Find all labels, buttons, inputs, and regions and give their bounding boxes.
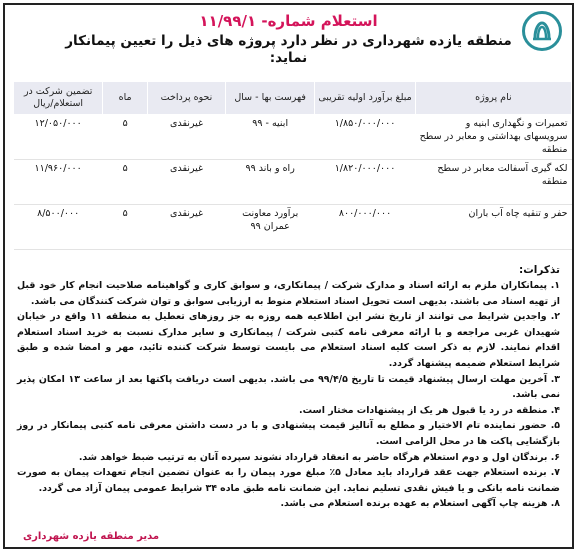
column-header-months: ماه — [103, 82, 148, 115]
project-payment: غیرنقدی — [147, 205, 225, 250]
projects-table — [13, 81, 572, 250]
table-row — [14, 115, 572, 160]
column-header-guarantee: تضمین شرکت در استعلام/ریال — [14, 82, 103, 115]
notes-list — [17, 278, 560, 512]
project-guarantee: ۸/۵۰۰/۰۰۰ — [14, 205, 103, 250]
note-item: ۵. حضور نماینده تام الاختیار و مطلع به آنالیز قیمت پیشنهادی و با در دست داشتن معرفی نامه کتبی پیمانکار در روز بازگشایی پاکت ها در محل الزامی است. — [17, 420, 560, 447]
table-header-row — [14, 82, 572, 115]
notes-heading: تذکرات: — [519, 264, 560, 276]
project-months: ۵ — [103, 205, 148, 250]
project-guarantee: ۱۱/۹۶۰/۰۰۰ — [14, 160, 103, 205]
note-item: ۷. برنده استعلام جهت عقد قرارداد باید معادل ۵٪ مبلغ مورد پیمان را به عنوان تضمین انجام تعهدات پیمان به صورت ضمانت نامه بانکی و یا فیش نقدی تسلیم نماید. این ضمانت نامه طبق ماده ۳۴ شرایط عمومی پیمان آزاد می گردد. — [17, 467, 560, 494]
note-item: ۸. هزینه چاپ آگهی استعلام به عهده برنده استعلام می باشد. — [280, 498, 560, 510]
project-estimate: ۸۰۰/۰۰۰/۰۰۰ — [315, 205, 415, 250]
inquiry-subtitle: منطقه یازده شهرداری در نظر دارد پروژه های ذیل را تعیین پیمانکار نماید: — [65, 33, 512, 66]
project-estimate: ۱/۸۲۰/۰۰۰/۰۰۰ — [315, 160, 415, 205]
column-header-payment: نحوه پرداخت — [147, 82, 225, 115]
table-row — [14, 160, 572, 205]
note-item: ۲. واجدین شرایط می توانند از تاریخ نشر این اطلاعیه همه روزه به جز روزهای تعطیل به منطقه ۱۱ واقع در خیابان شهیدان غربی مراجعه و با ارائه معرفی نامه کتبی شرکت / پیمانکاری و سایر مدارک نسبت به خرید اسناد استعلام اقدام نمایند. لازم به ذکر است کلیه اسناد استعلام می بایست توسط شرکت کننده تائید، مهر و امضا شده و طبق شرایط استعلام ضمیمه پیشنهاد گردد. — [17, 311, 560, 369]
project-months: ۵ — [103, 160, 148, 205]
note-item: ۴. منطقه در رد یا قبول هر یک از پیشنهادات مختار است. — [299, 404, 560, 416]
column-header-name: نام پروژه — [415, 82, 571, 115]
project-name: تعمیرات و نگهداری ابنیه و سرویسهای بهداشتی و معابر در سطح منطقه — [415, 115, 571, 160]
note-item: ۱. پیمانکاران ملزم به ارائه اسناد و مدارک شرکت / پیمانکاری، و سوابق کاری و گواهینامه صلاحیت انجام کار خود قبل از تهیه اسناد می باشند. بدیهی است تحویل اسناد استعلام منوط به ارزیابی سوابق و توان شرکت کنندگان می باشد. — [17, 280, 560, 307]
project-name: لکه گیری آسفالت معابر در سطح منطقه — [415, 160, 571, 205]
project-payment: غیرنقدی — [147, 115, 225, 160]
project-name: حفر و تنقیه چاه آب باران — [415, 205, 571, 250]
note-item: ۳. آخرین مهلت ارسال پیشنهاد قیمت تا تاریخ ۹۹/۴/۵ می باشد. بدیهی است دریافت پاکتها بعد از ساعت ۱۳ امکان پذیر نمی باشد. — [17, 373, 560, 401]
note-item: ۶. برندگان اول و دوم استعلام هرگاه حاضر به انعقاد قرارداد نشوند سپرده آنان به ترتیب ضبط خواهد شد. — [78, 451, 560, 463]
table-row — [14, 205, 572, 250]
column-header-price-list: فهرست بها - سال — [226, 82, 315, 115]
municipality-logo-icon — [522, 11, 562, 51]
project-months: ۵ — [103, 115, 148, 160]
project-estimate: ۱/۸۵۰/۰۰۰/۰۰۰ — [315, 115, 415, 160]
project-price-list: برآورد معاونت عمران ۹۹ — [226, 205, 315, 250]
project-payment: غیرنقدی — [147, 160, 225, 205]
project-guarantee: ۱۲/۰۵۰/۰۰۰ — [14, 115, 103, 160]
column-header-estimate: مبلغ برآورد اولیه تقریبی — [315, 82, 415, 115]
project-price-list: راه و باند ۹۹ — [226, 160, 315, 205]
signature: مدیر منطقه یازده شهرداری — [23, 531, 160, 542]
project-price-list: ابنیه - ۹۹ — [226, 115, 315, 160]
inquiry-title: استعلام شماره- ۱۱/۹۹/۱ — [199, 12, 378, 30]
notice-frame — [3, 3, 574, 549]
